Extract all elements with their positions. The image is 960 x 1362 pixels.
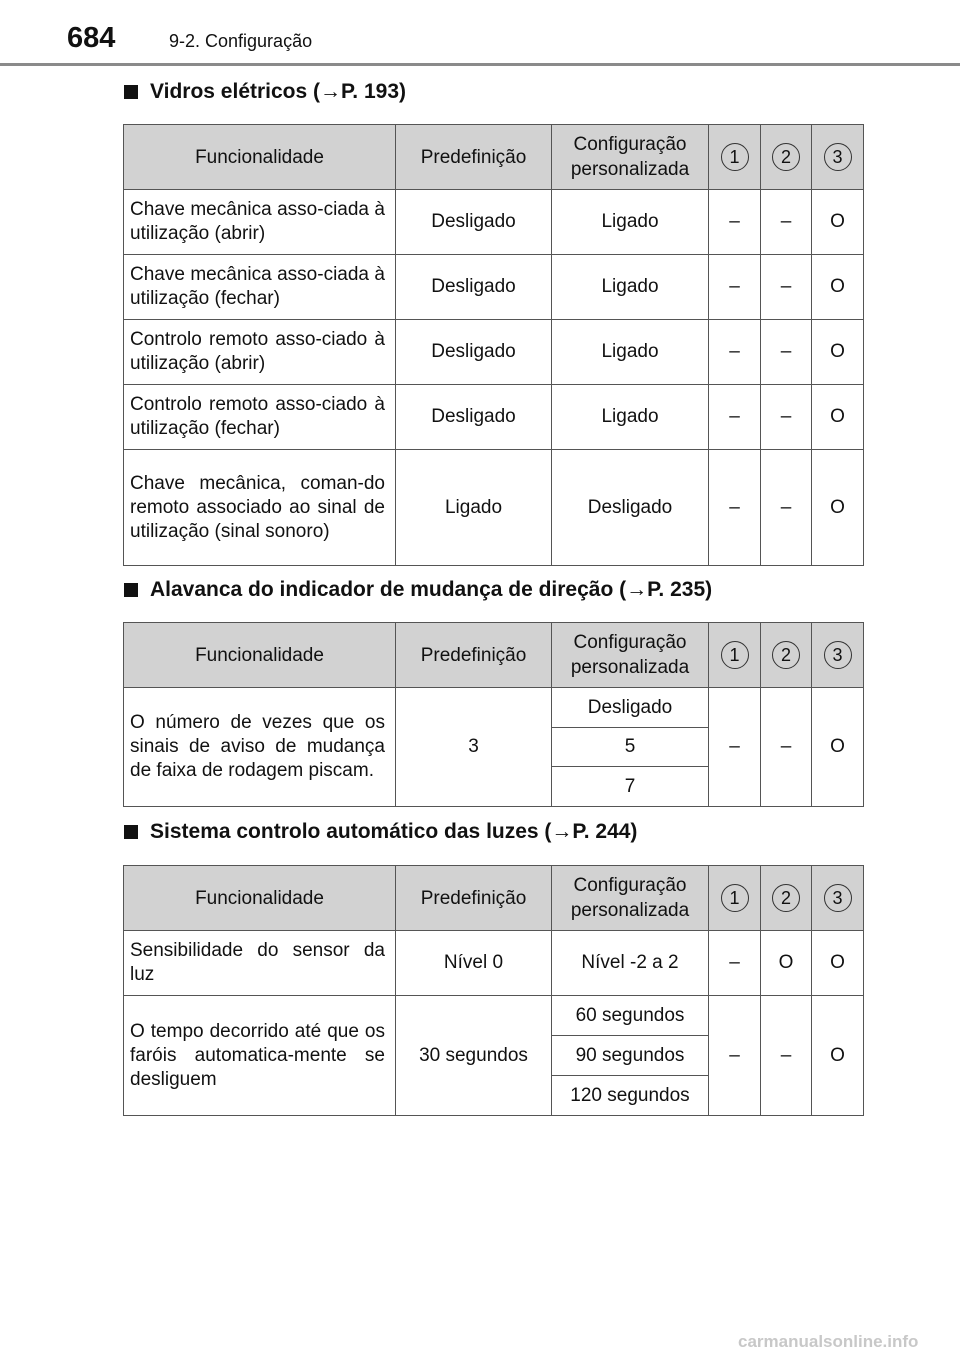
cell-func: O tempo decorrido até que os faróis automatica-mente se desliguem (124, 996, 396, 1116)
table-row (124, 320, 864, 385)
table-auto-lights (123, 865, 864, 1116)
table-row (124, 996, 864, 1036)
section-heading-turn-signal (124, 578, 712, 602)
cell-default: 3 (396, 688, 552, 807)
square-bullet-icon (124, 825, 138, 839)
col-3 (812, 125, 864, 190)
cell-c3: O (812, 190, 864, 255)
cell-custom: Ligado (552, 320, 709, 385)
table-row (124, 450, 864, 566)
cell-custom-option: 90 segundos (552, 1036, 709, 1076)
circled-one-icon: 1 (721, 641, 749, 669)
col-1 (709, 125, 761, 190)
cell-c3: O (812, 255, 864, 320)
cell-default: Desligado (396, 320, 552, 385)
cell-default: Nível 0 (396, 931, 552, 996)
col-func: Funcionalidade (124, 125, 396, 190)
circled-three-icon: 3 (824, 641, 852, 669)
cell-c3: O (812, 996, 864, 1116)
col-default: Predefinição (396, 623, 552, 688)
cell-func: Chave mecânica asso-ciada à utilização (fechar) (124, 255, 396, 320)
cell-func: O número de vezes que os sinais de aviso de mudança de faixa de rodagem piscam. (124, 688, 396, 807)
cell-c1: – (709, 688, 761, 807)
section-title: Alavanca do indicador de mudança de direção (→P. 235) (150, 578, 713, 601)
circled-three-icon: 3 (824, 143, 852, 171)
cell-custom-option: 120 segundos (552, 1076, 709, 1116)
cell-c2: – (761, 688, 812, 807)
cell-c3: O (812, 931, 864, 996)
cell-c2: – (761, 996, 812, 1116)
cell-custom-option: 60 segundos (552, 996, 709, 1036)
watermark: carmanualsonline.info (738, 1332, 919, 1351)
cell-c1: – (709, 931, 761, 996)
cell-c1: – (709, 320, 761, 385)
table-power-windows (123, 124, 864, 566)
cell-custom: Desligado (552, 450, 709, 566)
table-row (124, 688, 864, 728)
col-custom: Configuração personalizada (552, 623, 709, 688)
section-heading-power-windows (124, 80, 406, 104)
cell-default: Desligado (396, 190, 552, 255)
circled-two-icon: 2 (772, 884, 800, 912)
cell-c3: O (812, 688, 864, 807)
cell-c2: O (761, 931, 812, 996)
circled-two-icon: 2 (772, 143, 800, 171)
col-default: Predefinição (396, 125, 552, 190)
cell-default: 30 segundos (396, 996, 552, 1116)
cell-c3: O (812, 385, 864, 450)
cell-custom: Nível -2 a 2 (552, 931, 709, 996)
cell-c3: O (812, 450, 864, 566)
cell-func: Controlo remoto asso-ciado à utilização (abrir) (124, 320, 396, 385)
page-number: 684 (67, 22, 116, 54)
section-label: 9-2. Configuração (169, 31, 313, 51)
col-2 (761, 866, 812, 931)
square-bullet-icon (124, 85, 138, 99)
page-header (0, 0, 960, 66)
square-bullet-icon (124, 583, 138, 597)
circled-one-icon: 1 (721, 884, 749, 912)
cell-c2: – (761, 255, 812, 320)
circled-one-icon: 1 (721, 143, 749, 171)
cell-custom-option: 7 (552, 767, 709, 807)
cell-c2: – (761, 320, 812, 385)
circled-three-icon: 3 (824, 884, 852, 912)
cell-c1: – (709, 450, 761, 566)
col-3 (812, 623, 864, 688)
cell-custom: Ligado (552, 190, 709, 255)
col-func: Funcionalidade (124, 623, 396, 688)
cell-default: Desligado (396, 255, 552, 320)
section-heading-auto-lights (124, 820, 637, 844)
cell-c3: O (812, 320, 864, 385)
section-title: Vidros elétricos (→P. 193) (150, 80, 407, 103)
table-header-row (124, 125, 864, 190)
table-header-row (124, 866, 864, 931)
circled-two-icon: 2 (772, 641, 800, 669)
cell-c2: – (761, 385, 812, 450)
cell-c2: – (761, 190, 812, 255)
cell-custom: Ligado (552, 255, 709, 320)
col-1 (709, 623, 761, 688)
col-func: Funcionalidade (124, 866, 396, 931)
cell-func: Chave mecânica asso-ciada à utilização (abrir) (124, 190, 396, 255)
cell-c1: – (709, 385, 761, 450)
table-row (124, 190, 864, 255)
col-custom: Configuração personalizada (552, 866, 709, 931)
col-custom: Configuração personalizada (552, 125, 709, 190)
section-title: Sistema controlo automático das luzes (→P. 244) (150, 820, 638, 843)
cell-c1: – (709, 996, 761, 1116)
cell-func: Sensibilidade do sensor da luz (124, 931, 396, 996)
cell-custom: Ligado (552, 385, 709, 450)
col-default: Predefinição (396, 866, 552, 931)
table-turn-signal (123, 622, 864, 807)
table-row (124, 385, 864, 450)
cell-default: Desligado (396, 385, 552, 450)
cell-custom-option: Desligado (552, 688, 709, 728)
col-1 (709, 866, 761, 931)
table-row (124, 931, 864, 996)
cell-c1: – (709, 190, 761, 255)
table-header-row (124, 623, 864, 688)
cell-default: Ligado (396, 450, 552, 566)
cell-func: Chave mecânica, coman-do remoto associado ao sinal de utilização (sinal sonoro) (124, 450, 396, 566)
cell-custom-option: 5 (552, 728, 709, 767)
cell-func: Controlo remoto asso-ciado à utilização (fechar) (124, 385, 396, 450)
cell-c2: – (761, 450, 812, 566)
cell-c1: – (709, 255, 761, 320)
table-row (124, 255, 864, 320)
col-2 (761, 125, 812, 190)
col-3 (812, 866, 864, 931)
header-rule (0, 63, 960, 66)
col-2 (761, 623, 812, 688)
